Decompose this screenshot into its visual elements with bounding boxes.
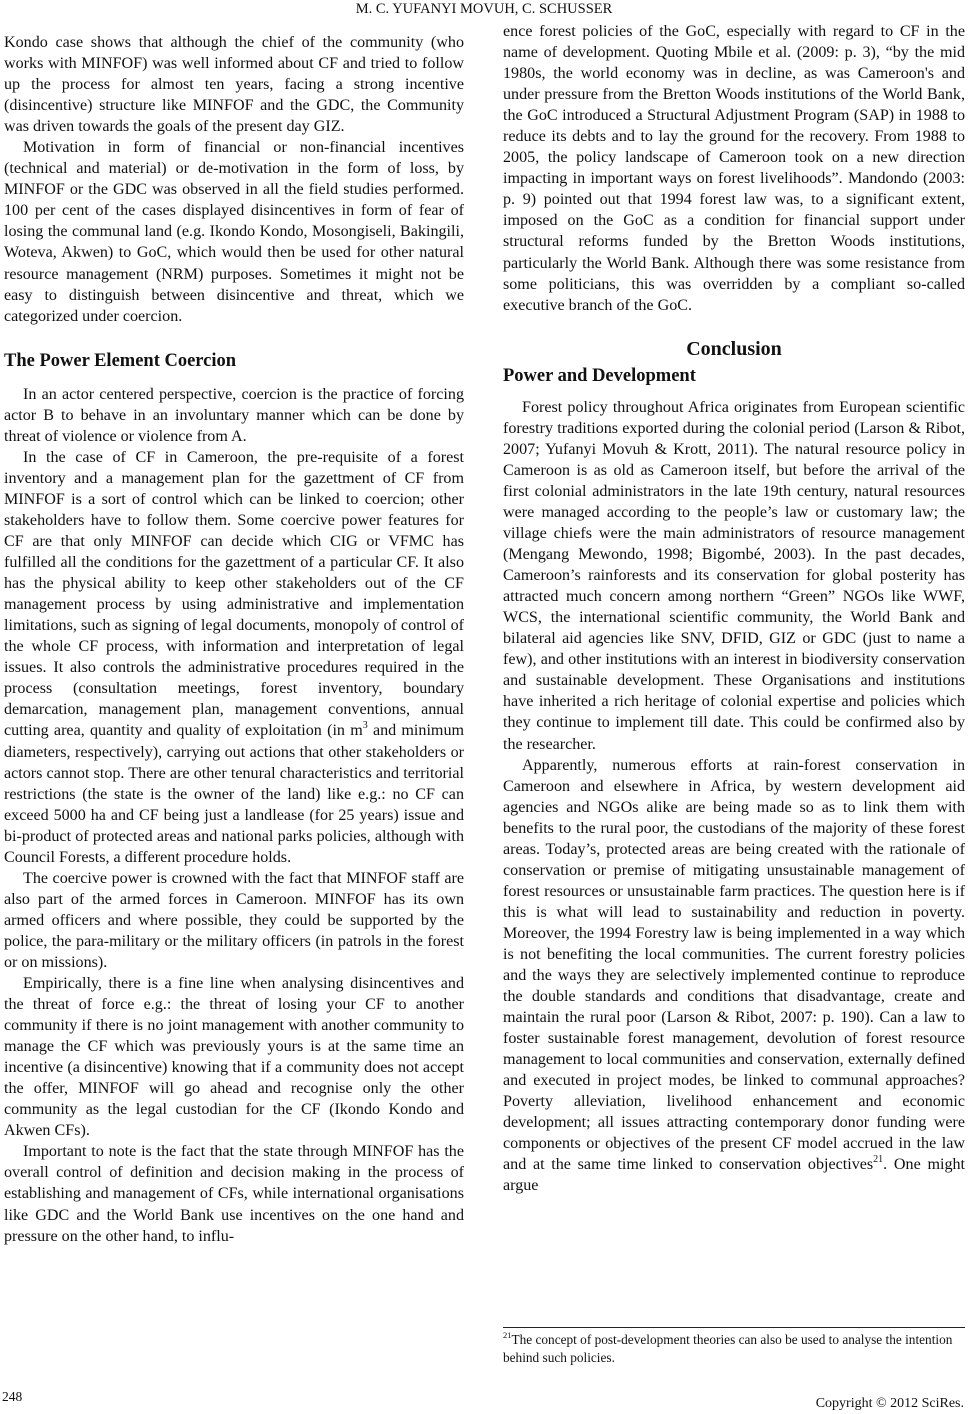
paragraph: Important to note is the fact that the state through MINFOF has the overall control of definition and decision making in the process of establishing and management of CFs, while international organisations like GDC and the World Bank use incentives on the one hand and pressure on the other hand, to influ- <box>4 1143 464 1245</box>
running-header: M. C. YUFANYI MOVUH, C. SCHUSSER <box>355 1 613 17</box>
copyright-notice: Copyright © 2012 SciRes. <box>815 1396 964 1411</box>
paragraph <box>4 447 464 868</box>
footnote <box>503 1331 965 1367</box>
paragraph: In an actor centered perspective, coercion is the practice of forcing actor B to behave in an involuntary manner which can be done by threat of violence or violence from A. <box>4 385 464 445</box>
page-number: 248 <box>2 1389 23 1404</box>
conclusion-heading: Conclusion <box>686 337 782 360</box>
right-column <box>503 24 965 1197</box>
paragraph <box>503 755 965 1197</box>
footnote-divider <box>503 1327 965 1328</box>
paragraph-text: . One might argue <box>503 1156 966 1195</box>
footnote-number: 21 <box>503 1330 512 1340</box>
paragraph: Kondo case shows that although the chief of the community (who works with MINFOF) was well informed about CF and tried to follow up the process for almost ten years, facing a strong incentive (disincentive) structure like MINFOF and the GDC, the Community was driven towards the goals of the present day GIZ. <box>4 34 464 136</box>
subsection-heading: Power and Development <box>503 365 696 386</box>
paragraph: ence forest policies of the GoC, especially with regard to CF in the name of development. Quoting Mbile et al. (2009: p. 3), “by the mid 1980s, the world economy was in decline, as was Cameroon's and under pressure from the Bretton Woods institutions of the World Bank, the GoC introduced a Structural Adjustment Program (SAP) in 1988 to reduce its debts and to lay the ground for the recovery. From 1988 to 2005, the policy landscape of Cameroon took on a new direction impacting in important ways on forest livelihoods”. Mandondo (2003: p. 9) pointed out that 1994 forest law was, to a significant extent, imposed on the GoC as a condition for financial support under structural reforms funded by the Bretton Woods institutions, particularly the World Bank. Although there was some resistance from some politicians, this was overridden by a compliant so-called executive branch of the GoC. <box>503 23 965 314</box>
paragraph-text: Apparently, numerous efforts at rain-forest conservation in Cameroon and elsewhere in Africa, by western development aid agencies and NGOs alike are being made so as to link them with benefits to the rural poor, the custodians of the majority of these forest areas. Today’s, protected areas are being created with the rationale of conservation or premise of mitigating unsustainable management of forest resources or unsustainable farm practices. The question here is if this is what will lead to sustainability and reduction in poverty. Moreover, the 1994 Forestry law is being implemented in a way which is not benefiting the local communities. The current forestry policies and the ways they are selectively implemented continue to reproduce the double standards and conditions that disadvantage, create and maintain the rural poor (Larson & Ribot, 2007: p. 190). Can a law to foster sustainable forest management, devolution of forest resource management to local communities and conservation, externally defined and executed in project modes, be linked to communal approaches? Poverty alleviation, livelihood enhancement and economic development; all issues attracting contemporary donor funding were components or objectives of the present CF model accrued in the law and at the same time linked to conservation objectives <box>503 756 965 1174</box>
footnote-text: The concept of post-development theories can also be used to analyse the intention behind such policies. <box>503 1332 953 1365</box>
paragraph-text: In the case of CF in Cameroon, the pre-requisite of a forest inventory and a management plan for the gazettment of CF from MINFOF is a sort of control which can be linked to coercion; other stakeholders have to follow them. Some coercive power features for CF are that only MINFOF can decide which CIG or VFMC has fulfilled all the conditions for the gazettment of a particular CF. It also has the physical ability to keep other stakeholders out of the CF management process by using administrative and implementation limitations, such as signing of legal documents, monopoly of control of the whole CF process, with information and interpretation of legal issues. It also controls the administrative procedures required in the process (consultation meetings, forest inventory, boundary demarcation, management plan, management conventions, annual cutting area, quantity and quality of exploitation (in m <box>4 448 464 740</box>
paragraph: Empirically, there is a fine line when analysing disincentives and the threat of force e.g.: the threat of losing your CF to another community if there is no joint management with another community to manage the CF which was previously yours is at the same time an incentive (a disincentive) knowing that if a community does not accept the offer, MINFOF will go ahead and recognise only the other community as the legal custodian for the CF (Ikondo Kondo and Akwen CFs). <box>4 975 464 1140</box>
left-column <box>4 24 464 1247</box>
paragraph: Forest policy throughout Africa originates from European scientific forestry traditions exported during the colonial period (Larson & Ribot, 2007; Yufanyi Movuh & Krott, 2011). The natural resource policy in Cameroon is as old as Cameroon itself, but before the arrival of the first colonial administrators in the late 19th century, natural resources were managed according to the people’s law or customary law; the village chiefs were the main administrators of resource management (Mengang Mewondo, 1998; Bigombé, 2003). In the past decades, Cameroon’s rainforests and its conservation for global posterity has attracted much concern among northern “Green” NGOs like WWF, WCS, the international scientific community, the World Bank and bilateral aid agencies like SNV, DFID, GIZ or GDC (just to name a few), and other institutions with an interest in biodiversity conservation and sustainable development. These Organisations and institutions have inherited a rich heritage of colonial expertise and policies which they continue to implement till date. This could be confirmed also by the researcher. <box>503 398 965 753</box>
paragraph: Motivation in form of financial or non-financial incentives (technical and material) or de-motivation in the form of loss, by MINFOF or the GDC was observed in all the field studies performed. 100 per cent of the cases displayed disincentives in form of fear of losing the communal land (e.g. Ikondo Kondo, Mosongiseli, Bakingili, Woteva, Akwen) to GoC, which would then be used for other natural resource management (NRM) purposes. Sometimes it might not be easy to distinguish between disincentive and threat, which we categorized under coercion. <box>4 139 464 325</box>
superscript: 3 <box>362 720 368 732</box>
section-heading: The Power Element Coercion <box>4 350 237 371</box>
paragraph-text: and minimum diameters, respectively), carrying out actions that other stakeholders or actors cannot stop. There are other tenural characteristics and territorial restrictions (the state is the owner of the land) like e.g.: no CF can exceed 5000 ha and CF being just a landlease (for 25 years) issue and bi-product of protected areas and national parks policies, although with Council Forests, a different procedure holds. <box>4 722 465 866</box>
paragraph: The coercive power is crowned with the fact that MINFOF staff are also part of the armed forces in Cameroon. MINFOF has its own armed officers and where possible, they could be supported by the police, the para-military or the military officers (in patrols in the forest or on missions). <box>4 869 464 971</box>
footnote-reference[interactable]: 21 <box>873 1154 884 1166</box>
